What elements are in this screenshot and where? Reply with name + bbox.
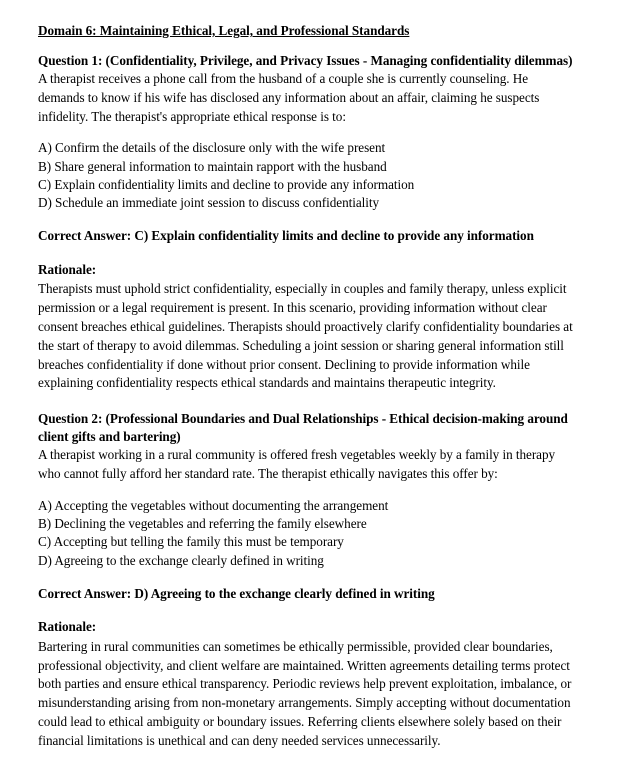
domain-title: Domain 6: Maintaining Ethical, Legal, and Professional Standards xyxy=(38,23,410,38)
answer-option-c[interactable]: C) Accepting but telling the family this must be temporary xyxy=(38,534,344,550)
answer-option-a[interactable]: A) Confirm the details of the disclosure only with the wife present xyxy=(38,140,386,156)
question-stem: A therapist receives a phone call from the husband of a couple she is currently counseling. He demands to know if his wife has disclosed any information about an affair, claiming he suspects infidelity. The therapist's appropriate ethical response is to: xyxy=(38,71,540,124)
question-stem: A therapist working in a rural community is offered fresh vegetables weekly by a family in therapy who cannot fully afford her standard rate. The therapist ethically navigates this offer by: xyxy=(38,447,556,481)
answer-option-d[interactable]: D) Schedule an immediate joint session to discuss confidentiality xyxy=(38,195,380,211)
question-heading: Question 2: (Professional Boundaries and Dual Relationships - Ethical decision-making around client gifts and bartering) xyxy=(38,411,568,445)
answer-option-a[interactable]: A) Accepting the vegetables without documenting the arrangement xyxy=(38,497,389,513)
correct-answer: Correct Answer: C) Explain confidentiality limits and decline to provide any information xyxy=(38,228,534,244)
correct-answer: Correct Answer: D) Agreeing to the exchange clearly defined in writing xyxy=(38,585,435,601)
rationale-label: Rationale: xyxy=(38,619,97,635)
answer-option-b[interactable]: B) Declining the vegetables and referring the family elsewhere xyxy=(38,515,367,531)
answer-options-list xyxy=(38,497,576,570)
answer-option-d[interactable]: D) Agreeing to the exchange clearly defined in writing xyxy=(38,552,324,568)
question-heading: Question 1: (Confidentiality, Privilege, and Privacy Issues - Managing confidentiality dilemmas) xyxy=(38,53,573,69)
rationale-text: Bartering in rural communities can sometimes be ethically permissible, provided clear boundaries, professional objectivity, and client welfare are maintained. Written agreements detailing terms protect both parties and ensure ethical transparency. Periodic reviews help prevent exploitation, imbalance, or misunderstanding arising from non-monetary arrangements. Simply accepting without documentation could lead to ethical ambiguity or boundary issues. Referring clients elsewhere solely based on their financial limitations is unethical and can deny needed services unnecessarily. xyxy=(38,638,572,748)
question-block-1 xyxy=(38,52,576,393)
answer-option-c[interactable]: C) Explain confidentiality limits and decline to provide any information xyxy=(38,176,415,192)
rationale-label: Rationale: xyxy=(38,261,97,277)
rationale-text: Therapists must uphold strict confidentiality, especially in couples and family therapy, unless explicit permission or a legal requirement is present. In this scenario, providing information without clear consent breaches ethical guidelines. Therapists should proactively clarify confidentiality boundaries at the start of therapy to avoid dilemmas. Scheduling a joint session or sharing general information still breaches confidentiality if done without prior consent. Declining to provide information while explaining confidentiality respects ethical standards and maintains therapeutic integrity. xyxy=(38,281,573,391)
answer-option-b[interactable]: B) Share general information to maintain rapport with the husband xyxy=(38,158,387,174)
answer-options-list xyxy=(38,139,576,212)
question-block-2 xyxy=(38,410,576,750)
